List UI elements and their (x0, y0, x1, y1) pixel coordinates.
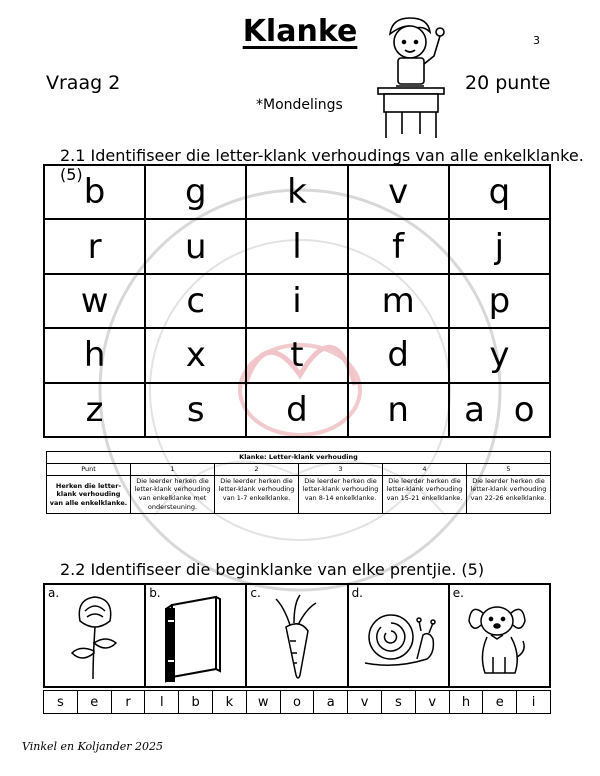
picture-cell (348, 584, 449, 687)
letter-cell: r (44, 219, 145, 273)
choice-letter[interactable]: v (348, 691, 382, 714)
picture-label: e. (452, 586, 464, 600)
letter-cell: j (449, 219, 550, 273)
rubric-title: Klanke: Letter-klank verhouding (47, 452, 551, 464)
question-label: Vraag 2 (46, 72, 121, 94)
choice-letter[interactable]: w (246, 691, 280, 714)
picture-label: d. (351, 586, 363, 600)
letter-cell: x (145, 328, 246, 382)
footer-credit: Vinkel en Koljander 2025 (22, 740, 164, 753)
choice-row (43, 690, 551, 714)
choice-letter[interactable]: v (415, 691, 449, 714)
letter-cell: p (449, 274, 550, 328)
letter-cell: h (44, 328, 145, 382)
choice-letter[interactable]: l (145, 691, 179, 714)
letter-cell: a (464, 389, 485, 430)
choice-letter[interactable]: i (517, 691, 551, 714)
letter-cell: z (44, 383, 145, 437)
rubric-level: Die leerder herken die letter-klank verhouding van 8-14 enkelklanke. (299, 475, 383, 513)
letter-row (44, 274, 550, 328)
student-at-desk-icon (372, 14, 452, 140)
choice-letter[interactable]: o (280, 691, 314, 714)
picture-label: b. (149, 586, 161, 600)
letter-cell: s (145, 383, 246, 437)
rubric-header: 4 (383, 463, 467, 475)
rubric-table (46, 451, 551, 514)
letter-cell: l (246, 219, 347, 273)
letter-cell: u (145, 219, 246, 273)
picture-label: a. (48, 586, 60, 600)
picture-row (43, 583, 551, 688)
picture-label: c. (250, 586, 261, 600)
letter-cell: k (246, 165, 347, 219)
choice-letter[interactable]: r (111, 691, 145, 714)
letter-cell: g (145, 165, 246, 219)
rubric-header: 2 (215, 463, 299, 475)
mode-label: *Mondelings (256, 97, 343, 113)
snail-icon (355, 591, 441, 683)
rubric-header: Punt (47, 463, 131, 475)
picture-cell (145, 584, 246, 687)
page-number: 3 (533, 34, 540, 47)
letter-grid (43, 164, 551, 438)
rubric-level: Die leerder herken die letter-klank verhouding van 15-21 enkelklanke. (383, 475, 467, 513)
picture-cell (449, 584, 550, 687)
choice-letter[interactable]: a (314, 691, 348, 714)
page-title: Klanke (242, 14, 358, 49)
rubric-header: 5 (467, 463, 551, 475)
picture-cell (246, 584, 347, 687)
letter-cell: b (44, 165, 145, 219)
dog-icon (461, 591, 537, 683)
rubric-criterion: Herken die letter-klank verhouding van alle enkelklanke. (47, 475, 131, 513)
rubric-header: 3 (299, 463, 383, 475)
letter-cell: i (246, 274, 347, 328)
points-label: 20 punte (465, 72, 551, 94)
letter-cell-pair (449, 383, 550, 437)
letter-cell: o (513, 389, 535, 430)
rubric-level: Die leerder herken die letter-klank verhouding van 1-7 enkelklanke. (215, 475, 299, 513)
picture-cell (44, 584, 145, 687)
choice-letter[interactable]: e (483, 691, 517, 714)
letter-cell: v (348, 165, 449, 219)
letter-cell: c (145, 274, 246, 328)
letter-cell: n (348, 383, 449, 437)
letter-row (44, 328, 550, 382)
rubric-header: 1 (131, 463, 215, 475)
letter-row (44, 219, 550, 273)
letter-cell: q (449, 165, 550, 219)
letter-cell: w (44, 274, 145, 328)
letter-cell: y (449, 328, 550, 382)
choice-letter[interactable]: s (381, 691, 415, 714)
letter-row (44, 383, 550, 437)
choice-letter[interactable]: k (212, 691, 246, 714)
book-icon (156, 591, 236, 683)
choice-letter[interactable]: b (179, 691, 213, 714)
rose-icon (60, 591, 130, 683)
letter-cell: d (348, 328, 449, 382)
letter-cell: m (348, 274, 449, 328)
letter-row (44, 165, 550, 219)
letter-cell: f (348, 219, 449, 273)
section-2-2-heading: 2.2 Identifiseer die beginklanke van elke prentjie. (5) (60, 560, 485, 579)
letter-cell: t (246, 328, 347, 382)
rubric-level: Die leerder herken die letter-klank verhouding van 22-26 enkelklanke. (467, 475, 551, 513)
letter-cell: d (246, 383, 347, 437)
rubric-level: Die leerder herken die letter-klank verhouding van enkelklanke met ondersteuning. (131, 475, 215, 513)
choice-letter[interactable]: e (77, 691, 111, 714)
carrot-icon (262, 591, 332, 683)
section-2-1-heading: 2.1 Identifiseer die letter-klank verhoudings van alle enkelklanke. (5) (60, 146, 584, 184)
choice-letter[interactable]: h (449, 691, 483, 714)
choice-letter[interactable]: s (44, 691, 78, 714)
